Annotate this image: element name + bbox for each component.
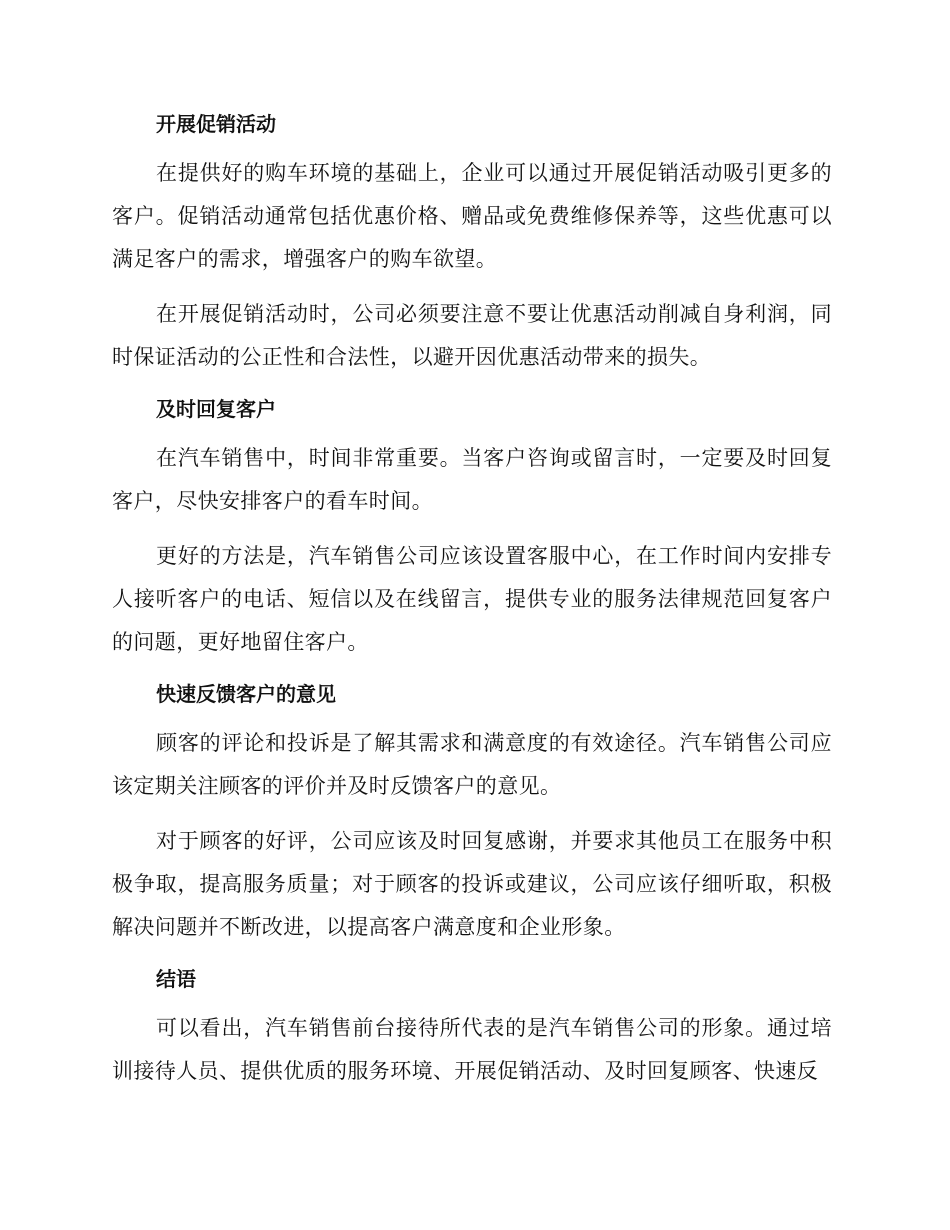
section-heading: 结语 [156, 967, 196, 991]
paragraph: 可以看出，汽车销售前台接待所代表的是汽车销售公司的形象。通过培训接待人员、提供优质的服务环境、开展促销活动、及时回复顾客、快速反 [112, 1016, 832, 1083]
section-reply [112, 391, 832, 664]
section-heading: 快速反馈客户的意见 [156, 682, 336, 706]
paragraph: 更好的方法是，汽车销售公司应该设置客服中心，在工作时间内安排专人接听客户的电话、短信以及在线留言，提供专业的服务法律规范回复客户的问题，更好地留住客户。 [112, 544, 832, 654]
section-promotion [112, 106, 832, 379]
paragraph: 在汽车销售中，时间非常重要。当客户咨询或留言时，一定要及时回复客户，尽快安排客户的看车时间。 [112, 446, 832, 513]
paragraph: 在开展促销活动时，公司必须要注意不要让优惠活动削减自身利润，同时保证活动的公正性和合法性，以避开因优惠活动带来的损失。 [112, 302, 832, 369]
section-heading: 及时回复客户 [156, 397, 276, 421]
section-conclusion [112, 961, 832, 1093]
paragraph: 在提供好的购车环境的基础上，企业可以通过开展促销活动吸引更多的客户。促销活动通常包括优惠价格、赠品或免费维修保养等，这些优惠可以满足客户的需求，增强客户的购车欲望。 [112, 161, 832, 271]
paragraph: 顾客的评论和投诉是了解其需求和满意度的有效途径。汽车销售公司应该定期关注顾客的评价并及时反馈客户的意见。 [112, 731, 832, 798]
section-heading: 开展促销活动 [156, 112, 276, 136]
paragraph: 对于顾客的好评，公司应该及时回复感谢，并要求其他员工在服务中积极争取，提高服务质量；对于顾客的投诉或建议，公司应该仔细听取，积极解决问题并不断改进，以提高客户满意度和企业形象。 [112, 829, 832, 939]
section-feedback [112, 676, 832, 949]
document-page [112, 96, 832, 1105]
